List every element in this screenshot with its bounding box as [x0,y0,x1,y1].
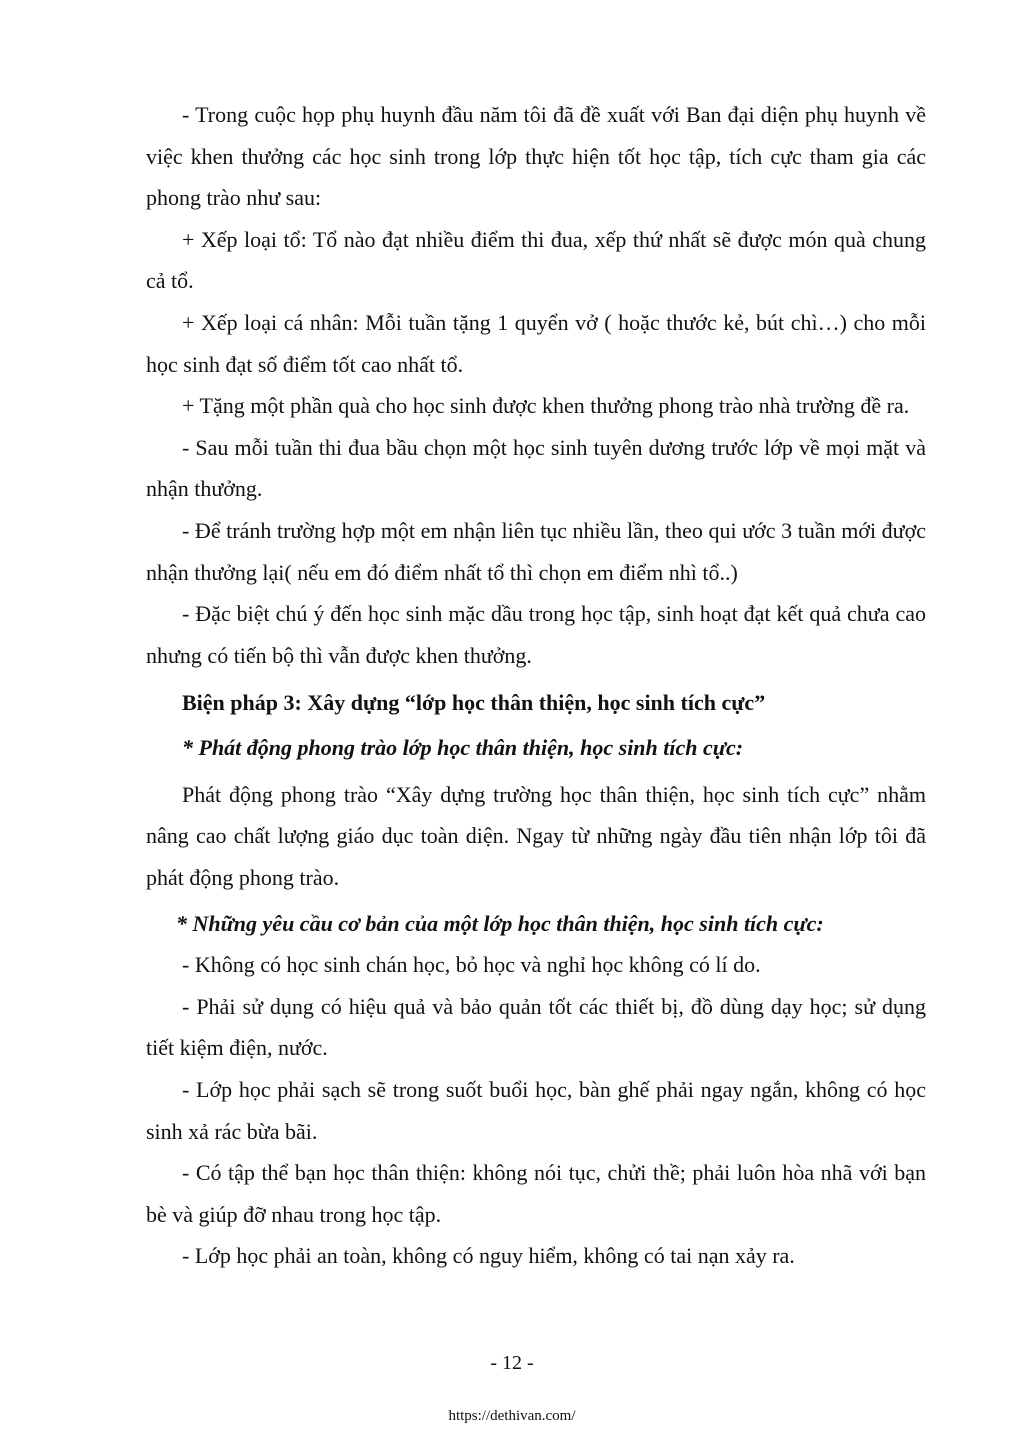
paragraph: Phát động phong trào “Xây dựng trường học thân thiện, học sinh tích cực” nhằm nâng cao chất lượng giáo dục toàn diện. Ngay từ những ngày đầu tiên nhận lớp tôi đã phát động phong trào. [146,781,926,890]
list-item: - Lớp học phải an toàn, không có nguy hiểm, không có tai nạn xảy ra. [182,1243,795,1269]
paragraph: - Sau mỗi tuần thi đua bầu chọn một học sinh tuyên dương trước lớp về mọi mặt và nhận thưởng. [146,434,926,502]
paragraph: + Xếp loại cá nhân: Mỗi tuần tặng 1 quyển vở ( hoặc thước kẻ, bút chì…) cho mỗi học sinh đạt số điểm tốt cao nhất tổ. [146,309,926,377]
section-heading: Biện pháp 3: Xây dựng “lớp học thân thiện, học sinh tích cực” [182,690,766,716]
list-item: - Lớp học phải sạch sẽ trong suốt buổi học, bàn ghế phải ngay ngắn, không có học sinh xả rác bừa bãi. [146,1077,926,1144]
paragraph: + Tặng một phần quà cho học sinh được khen thưởng phong trào nhà trường đề ra. [182,393,910,419]
page-number: - 12 - [490,1352,534,1374]
list-item: - Không có học sinh chán học, bỏ học và nghỉ học không có lí do. [182,952,761,978]
paragraph: + Xếp loại tổ: Tổ nào đạt nhiều điểm thi đua, xếp thứ nhất sẽ được món quà chung cả tổ. [146,226,926,294]
paragraph: - Để tránh trường hợp một em nhận liên tục nhiều lần, theo qui ước 3 tuần mới được nhận thưởng lại( nếu em đó điểm nhất tổ thì chọn em điểm nhì tổ..) [146,517,926,585]
list-item: - Có tập thể bạn học thân thiện: không nói tục, chửi thề; phải luôn hòa nhã với bạn bè và giúp đỡ nhau trong học tập. [146,1160,926,1227]
page-body [146,94,926,1277]
subheading: * Phát động phong trào lớp học thân thiện, học sinh tích cực: [182,734,744,760]
paragraph: - Đặc biệt chú ý đến học sinh mặc dầu trong học tập, sinh hoạt đạt kết quả chưa cao nhưng có tiến bộ thì vẫn được khen thưởng. [146,601,926,668]
footer-url[interactable]: https://dethivan.com/ [448,1408,576,1424]
paragraph: - Trong cuộc họp phụ huynh đầu năm tôi đã đề xuất với Ban đại diện phụ huynh về việc khen thưởng các học sinh trong lớp thực hiện tốt học tập, tích cực tham gia các phong trào như sau: [146,102,926,211]
subheading: * Những yêu cầu cơ bản của một lớp học thân thiện, học sinh tích cực: [176,911,824,937]
list-item: - Phải sử dụng có hiệu quả và bảo quản tốt các thiết bị, đồ dùng dạy học; sử dụng tiết kiệm điện, nước. [146,993,926,1061]
